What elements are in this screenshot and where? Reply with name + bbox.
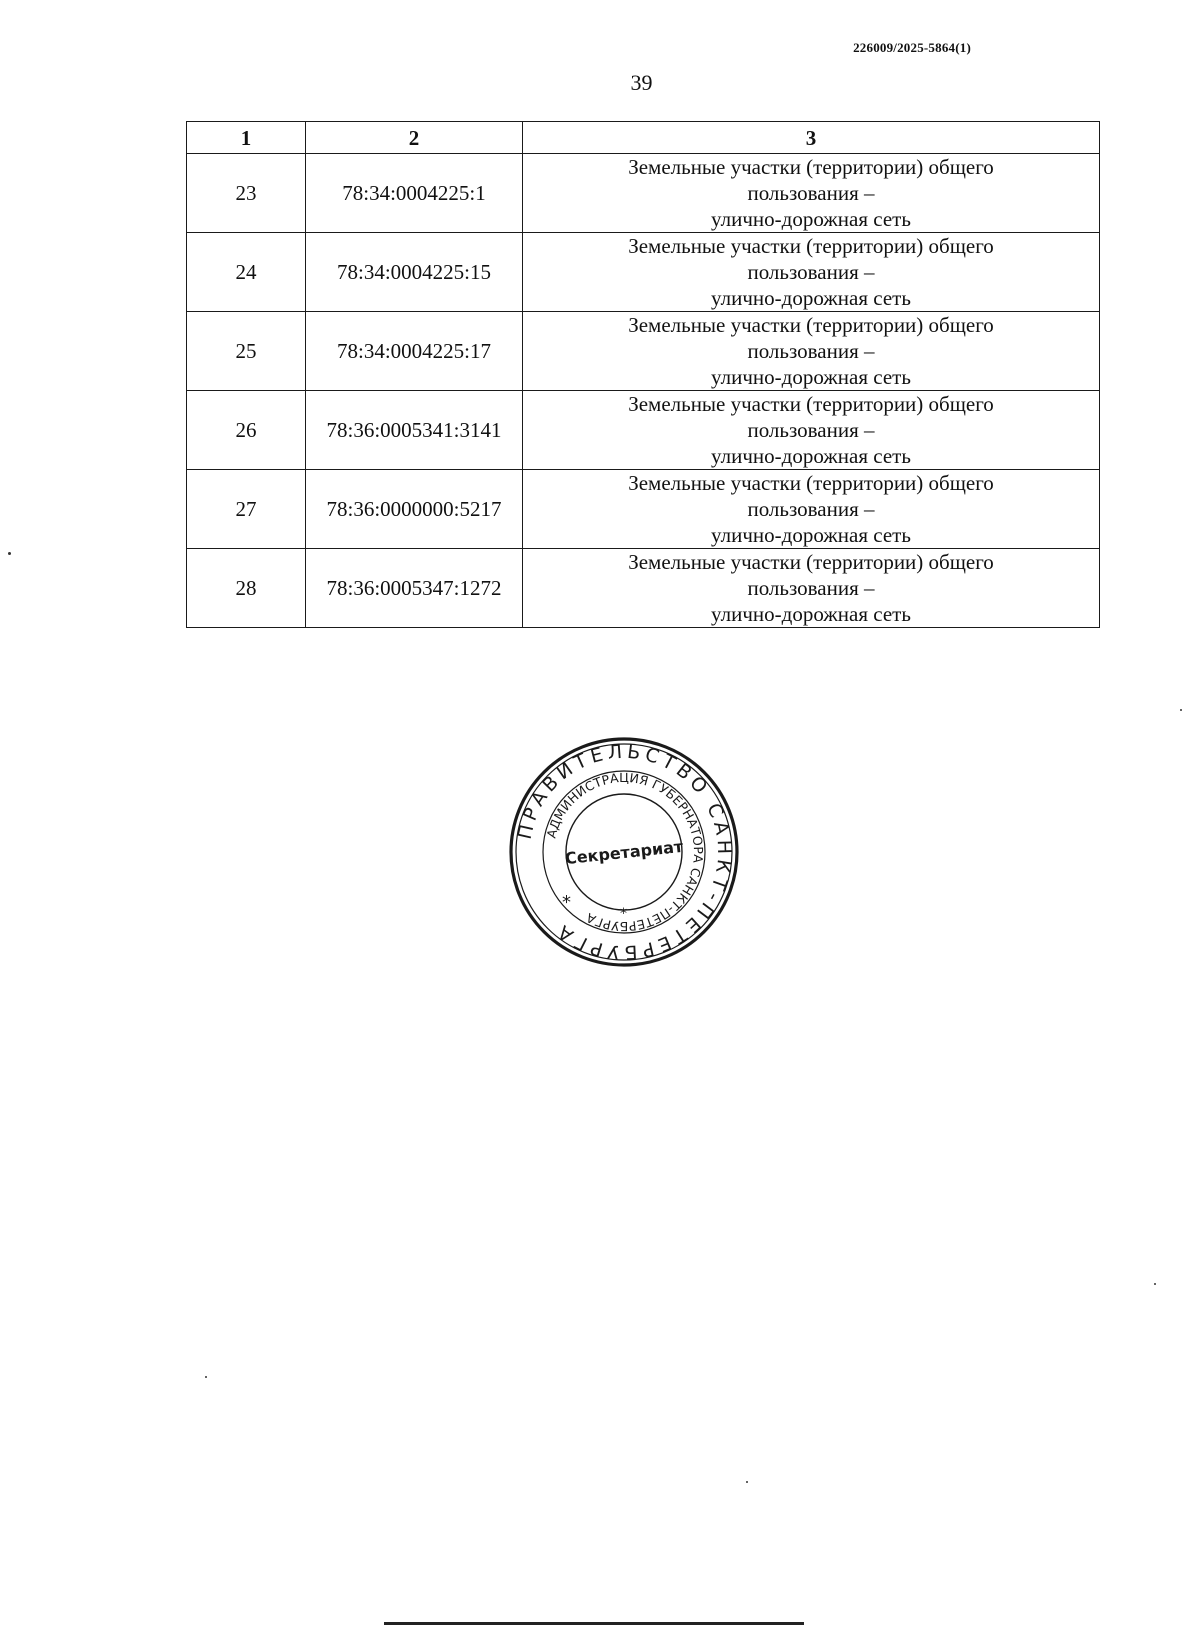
table-header-row <box>187 122 1100 154</box>
cadastral-number-cell: 78:34:0004225:15 <box>306 233 523 312</box>
row-number-cell: 26 <box>187 391 306 470</box>
table-row <box>187 154 1100 233</box>
table-row <box>187 233 1100 312</box>
description-cell: Земельные участки (территории) общего пользования – улично-дорожная сеть <box>523 154 1100 233</box>
column-header-3: 3 <box>523 122 1100 154</box>
table-row <box>187 391 1100 470</box>
table-row <box>187 312 1100 391</box>
scan-dot <box>205 1376 207 1378</box>
row-number-cell: 27 <box>187 470 306 549</box>
row-number-cell: 28 <box>187 549 306 628</box>
land-plots-table <box>186 121 1100 628</box>
table-row <box>187 470 1100 549</box>
scan-dot <box>8 552 11 555</box>
cadastral-number-cell: 78:34:0004225:1 <box>306 154 523 233</box>
stamp-inner-textpath: АДМИНИСТРАЦИЯ ГУБЕРНАТОРА САНКТ-ПЕТЕРБУРГА <box>543 769 707 935</box>
stamp-outer-textpath: ПРАВИТЕЛЬСТВО САНКТ-ПЕТЕРБУРГА <box>513 740 736 964</box>
row-number-cell: 24 <box>187 233 306 312</box>
cadastral-number-cell: 78:36:0005347:1272 <box>306 549 523 628</box>
stamp-star-left: * <box>562 892 571 913</box>
description-cell: Земельные участки (территории) общего пользования – улично-дорожная сеть <box>523 549 1100 628</box>
row-number-cell: 25 <box>187 312 306 391</box>
description-cell: Земельные участки (территории) общего пользования – улично-дорожная сеть <box>523 233 1100 312</box>
page-number: 39 <box>630 70 653 95</box>
official-stamp <box>508 736 740 968</box>
column-header-2: 2 <box>306 122 523 154</box>
scan-dot <box>1180 709 1182 711</box>
description-cell: Земельные участки (территории) общего пользования – улично-дорожная сеть <box>523 391 1100 470</box>
stamp-center-text: Секретариат <box>564 836 685 869</box>
document-number: 226009/2025-5864(1) <box>853 40 971 55</box>
table-row <box>187 549 1100 628</box>
cadastral-number-cell: 78:36:0005341:3141 <box>306 391 523 470</box>
cadastral-number-cell: 78:34:0004225:17 <box>306 312 523 391</box>
row-number-cell: 23 <box>187 154 306 233</box>
description-cell: Земельные участки (территории) общего пользования – улично-дорожная сеть <box>523 470 1100 549</box>
cadastral-number-cell: 78:36:0000000:5217 <box>306 470 523 549</box>
description-cell: Земельные участки (территории) общего пользования – улично-дорожная сеть <box>523 312 1100 391</box>
stamp-star-right: * <box>620 906 627 922</box>
scan-dot <box>746 1481 748 1483</box>
scan-dot <box>1154 1283 1156 1285</box>
column-header-1: 1 <box>187 122 306 154</box>
